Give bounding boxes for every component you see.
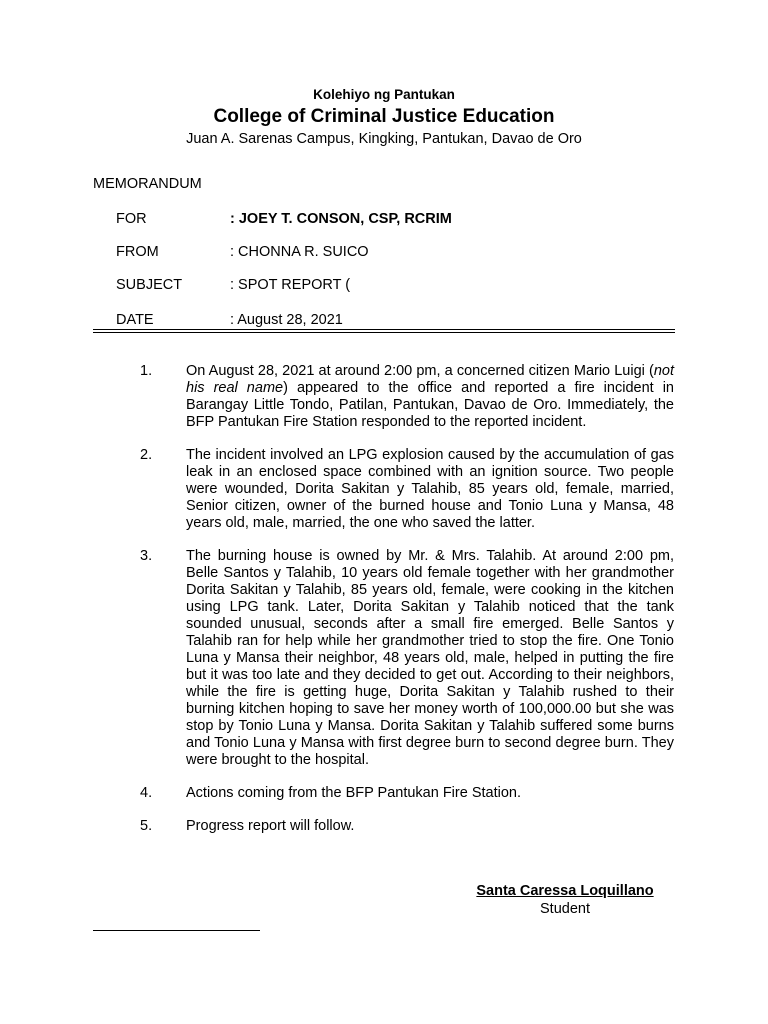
list-item xyxy=(0,548,768,769)
item-number: 3. xyxy=(140,548,153,564)
signature-block xyxy=(462,882,668,918)
item-number: 5. xyxy=(140,818,153,834)
field-value-sender: : CHONNA R. SUICO xyxy=(230,244,369,260)
item-text: On August 28, 2021 at around 2:00 pm, a concerned citizen Mario Luigi (not his real name) appeared to the office and reported a fire incident in Barangay Little Tondo, Patilan, Pantukan, Davao de Oro. Immediately, the BFP Pantukan Fire Station responded to the reported incident. xyxy=(186,363,674,430)
italic-note: not his real name xyxy=(186,363,674,396)
item-text: Progress report will follow. xyxy=(186,818,355,834)
field-label: FOR xyxy=(116,211,147,227)
signatory-title: Student xyxy=(540,901,590,917)
field-label: SUBJECT xyxy=(116,277,183,293)
header-divider-bottom xyxy=(93,332,675,333)
list-item xyxy=(0,447,768,532)
signatory-name: Santa Caressa Loquillano xyxy=(476,883,654,899)
field-label: FROM xyxy=(116,244,159,260)
field-value-subject: : SPOT REPORT ( xyxy=(230,277,351,293)
letterhead xyxy=(0,86,768,148)
item-number: 1. xyxy=(140,363,153,379)
item-text: The burning house is owned by Mr. & Mrs. Talahib. At around 2:00 pm, Belle Santos y Talahib, 10 years old female together with her grandmother Dorita Sakitan y Talahib, 85 years old, female, were cooking in the kitchen using LPG tank. Later, Dorita Sakitan y Talahib noticed that the tank sounded unusual, seconds after a small fire emerged. Belle Santos y Talahib ran for help while her grandmother tried to stop the fire. One Tonio Luna y Mansa their neighbor, 48 years old, male, helped in putting the fire but it was too late and they decided to get out. According to their neighbors, while the fire is getting huge, Dorita Sakitan y Talahib rushed to their burning kitchen hoping to save her money worth of 100,000.00 but she was stop by Tonio Luna y Mansa. Dorita Sakitan y Talahib suffered some burns and Tonio Luna y Mansa with first degree burn to second degree burn. They were brought to the hospital. xyxy=(186,548,674,768)
list-item xyxy=(0,785,768,802)
item-text: Actions coming from the BFP Pantukan Fire Station. xyxy=(186,785,522,801)
institution-name: Kolehiyo ng Pantukan xyxy=(313,87,455,102)
report-items xyxy=(0,363,768,851)
field-value-date: : August 28, 2021 xyxy=(230,312,343,328)
header-divider-top xyxy=(93,329,675,330)
item-text: The incident involved an LPG explosion caused by the accumulation of gas leak in an enclosed space combined with an ignition source. Two people were wounded, Dorita Sakitan y Talahib, 85 years old, female, married, Senior citizen, owner of the burned house and Tonio Luna y Mansa, 48 years old, male, married, the one who saved the latter. xyxy=(186,447,674,531)
memorandum-title: MEMORANDUM xyxy=(93,176,202,192)
campus-address: Juan A. Sarenas Campus, Kingking, Pantukan, Davao de Oro xyxy=(186,131,582,147)
list-item xyxy=(0,363,768,431)
field-value-recipient: : JOEY T. CONSON, CSP, RCRIM xyxy=(230,211,452,227)
item-number: 2. xyxy=(140,447,153,463)
list-item xyxy=(0,818,768,835)
college-name: College of Criminal Justice Education xyxy=(213,106,555,127)
item-number: 4. xyxy=(140,785,153,801)
field-label: DATE xyxy=(116,312,154,328)
footnote-divider xyxy=(93,930,260,931)
